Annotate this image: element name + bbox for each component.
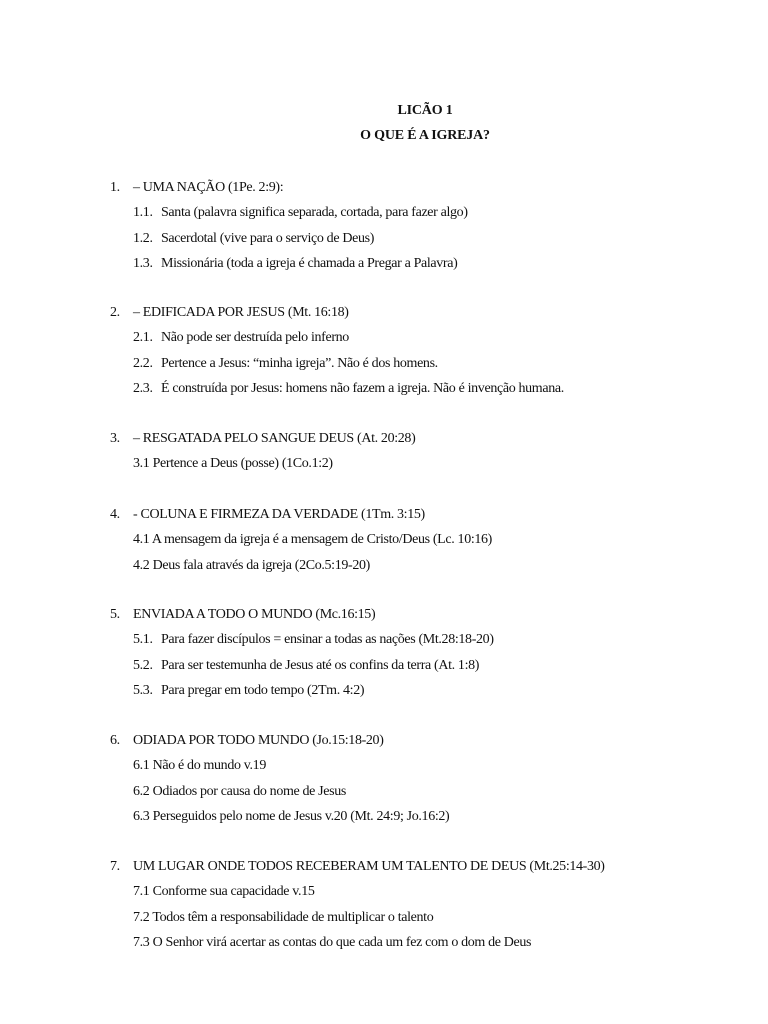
section-6	[110, 728, 750, 829]
section-heading-text: – UMA NAÇÃO (1Pe. 2:9):	[133, 180, 284, 195]
section-7	[110, 854, 750, 955]
item-number: 1.3.	[133, 255, 153, 271]
item-text: Santa (palavra significa separada, cortada, para fazer algo)	[161, 205, 468, 221]
lesson-question-title: O QUE É A IGREJA?	[360, 128, 490, 143]
item-text: 7.3 O Senhor virá acertar as contas do que cada um fez com o dom de Deus	[133, 934, 532, 950]
section-heading	[110, 426, 750, 451]
item-text: 4.1 A mensagem da igreja é a mensagem de Cristo/Deus (Lc. 10:16)	[133, 532, 492, 548]
item-text: Pertence a Jesus: “minha igreja”. Não é dos homens.	[161, 355, 438, 371]
section-heading	[110, 854, 750, 879]
section-heading	[110, 502, 750, 527]
list-item	[110, 753, 750, 778]
section-number: 7.	[110, 859, 120, 874]
section-number: 2.	[110, 305, 120, 320]
list-item	[110, 930, 750, 955]
item-text: 6.1 Não é do mundo v.19	[133, 758, 266, 774]
section-heading	[110, 602, 750, 627]
item-number: 5.2.	[133, 657, 153, 673]
section-heading-text: – EDIFICADA POR JESUS (Mt. 16:18)	[133, 305, 349, 320]
item-number: 5.3.	[133, 682, 153, 698]
item-text: Missionária (toda a igreja é chamada a Pregar a Palavra)	[161, 255, 458, 271]
item-text: 7.2 Todos têm a responsabilidade de multiplicar o talento	[133, 909, 434, 925]
list-item	[110, 527, 750, 552]
section-3	[110, 426, 750, 477]
section-number: 1.	[110, 180, 120, 195]
section-number: 4.	[110, 507, 120, 522]
section-heading-text: - COLUNA E FIRMEZA DA VERDADE (1Tm. 3:15)	[133, 507, 425, 522]
item-number: 2.2.	[133, 355, 153, 371]
item-text: 3.1 Pertence a Deus (posse) (1Co.1:2)	[133, 456, 333, 472]
section-4	[110, 502, 750, 578]
item-text: 6.3 Perseguidos pelo nome de Jesus v.20 (Mt. 24:9; Jo.16:2)	[133, 808, 450, 824]
section-1	[110, 175, 750, 276]
list-item	[110, 879, 750, 904]
list-item	[110, 325, 750, 350]
list-item	[110, 804, 750, 829]
item-text: Para fazer discípulos = ensinar a todas as nações (Mt.28:18-20)	[161, 632, 494, 648]
section-number: 3.	[110, 431, 120, 446]
item-text: 6.2 Odiados por causa do nome de Jesus	[133, 783, 346, 799]
section-heading-text: ENVIADA A TODO O MUNDO (Mc.16:15)	[133, 607, 376, 622]
section-heading-text: – RESGATADA PELO SANGUE DEUS (At. 20:28)	[133, 431, 416, 446]
item-text: Sacerdotal (vive para o serviço de Deus)	[161, 230, 375, 246]
item-text: Para pregar em todo tempo (2Tm. 4:2)	[161, 682, 365, 698]
item-text: É construída por Jesus: homens não fazem a igreja. Não é invenção humana.	[161, 380, 564, 396]
item-number: 2.3.	[133, 380, 153, 396]
list-item	[110, 678, 750, 703]
item-number: 1.1.	[133, 205, 153, 221]
item-text: Não pode ser destruída pelo inferno	[161, 330, 349, 346]
section-number: 6.	[110, 733, 120, 748]
section-5	[110, 602, 750, 703]
list-item	[110, 627, 750, 652]
list-item	[110, 200, 750, 225]
item-number: 2.1.	[133, 330, 153, 346]
lesson-number-title: LICÃO 1	[397, 103, 453, 118]
section-heading	[110, 300, 750, 325]
list-item	[110, 553, 750, 578]
section-heading-text: UM LUGAR ONDE TODOS RECEBERAM UM TALENTO DE DEUS (Mt.25:14-30)	[133, 859, 605, 874]
item-text: Para ser testemunha de Jesus até os confins da terra (At. 1:8)	[161, 657, 480, 673]
item-number: 1.2.	[133, 230, 153, 246]
list-item	[110, 351, 750, 376]
item-text: 4.2 Deus fala através da igreja (2Co.5:19-20)	[133, 557, 370, 573]
list-item	[110, 905, 750, 930]
section-2	[110, 300, 750, 401]
section-number: 5.	[110, 607, 120, 622]
section-heading-text: ODIADA POR TODO MUNDO (Jo.15:18-20)	[133, 733, 384, 748]
section-heading	[110, 175, 750, 200]
list-item	[110, 251, 750, 276]
list-item	[110, 226, 750, 251]
list-item	[110, 451, 750, 476]
list-item	[110, 779, 750, 804]
section-heading	[110, 728, 750, 753]
item-text: 7.1 Conforme sua capacidade v.15	[133, 884, 315, 900]
list-item	[110, 376, 750, 401]
list-item	[110, 653, 750, 678]
item-number: 5.1.	[133, 632, 153, 648]
